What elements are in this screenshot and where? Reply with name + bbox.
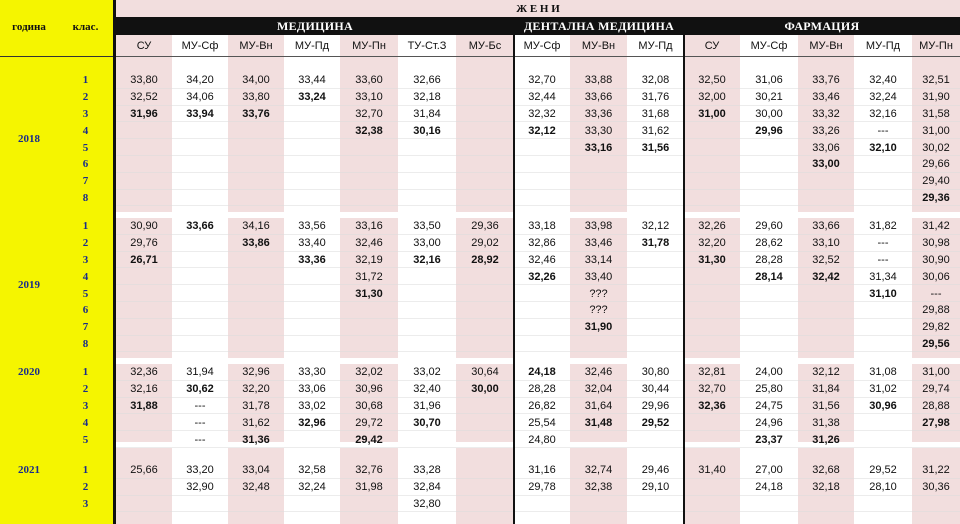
score-cell: 32,16 bbox=[413, 253, 441, 266]
score-cell: 32,90 bbox=[186, 481, 214, 494]
score-cell: 34,06 bbox=[186, 91, 214, 104]
score-cell: 24,00 bbox=[755, 366, 783, 379]
row-rule bbox=[116, 351, 960, 352]
score-cell: 32,12 bbox=[528, 124, 556, 137]
score-cell: 30,06 bbox=[922, 270, 950, 283]
score-cell: 32,42 bbox=[812, 270, 840, 283]
score-cell: 29,74 bbox=[922, 383, 950, 396]
score-cell: 32,84 bbox=[413, 481, 441, 494]
score-cell: 26,71 bbox=[130, 253, 158, 266]
column-header: МУ-Пд bbox=[294, 40, 330, 52]
row-rule bbox=[116, 511, 960, 512]
score-cell: 31,98 bbox=[355, 481, 383, 494]
score-cell: 32,70 bbox=[698, 383, 726, 396]
score-cell: 29,10 bbox=[641, 481, 670, 494]
score-cell: 31,84 bbox=[413, 107, 441, 120]
score-cell: 33,36 bbox=[298, 253, 326, 266]
class-number: 1 bbox=[82, 220, 89, 233]
score-cell: 28,14 bbox=[755, 270, 783, 283]
group-header-3: ФАРМАЦИЯ bbox=[784, 18, 860, 33]
group-divider bbox=[683, 17, 685, 524]
score-cell: 29,88 bbox=[922, 304, 950, 317]
score-cell: 33,36 bbox=[584, 107, 613, 120]
class-number: 7 bbox=[82, 321, 89, 334]
row-rule bbox=[116, 205, 960, 206]
score-cell: 33,14 bbox=[584, 253, 613, 266]
score-cell: 34,00 bbox=[242, 74, 270, 87]
score-cell: 29,40 bbox=[922, 175, 950, 188]
score-cell: 30,21 bbox=[755, 91, 783, 104]
score-cell: --- bbox=[877, 237, 889, 250]
score-cell: 33,18 bbox=[528, 220, 556, 233]
score-cell: 32,20 bbox=[698, 237, 726, 250]
score-cell: 30,00 bbox=[471, 383, 499, 396]
class-number: 4 bbox=[82, 416, 89, 429]
score-cell: 31,10 bbox=[869, 287, 897, 300]
score-cell: 31,62 bbox=[242, 416, 270, 429]
score-cell: 30,44 bbox=[641, 383, 670, 396]
column-header: МУ-Вн bbox=[809, 40, 843, 52]
score-cell: --- bbox=[877, 124, 889, 137]
score-cell: 23,37 bbox=[755, 433, 783, 446]
score-cell: --- bbox=[194, 399, 206, 412]
score-cell: 31,38 bbox=[812, 416, 840, 429]
column-header: МУ-Пн bbox=[352, 40, 386, 52]
class-number: 3 bbox=[82, 107, 89, 120]
score-cell: 33,56 bbox=[298, 220, 326, 233]
score-cell: 31,56 bbox=[641, 141, 670, 154]
score-cell: 30,70 bbox=[413, 416, 441, 429]
class-number: 8 bbox=[82, 191, 89, 204]
score-cell: 32,58 bbox=[298, 464, 326, 477]
score-cell: 31,96 bbox=[130, 107, 158, 120]
score-cell: 29,82 bbox=[922, 321, 950, 334]
score-cell: 24,75 bbox=[755, 399, 783, 412]
score-cell: 33,10 bbox=[355, 91, 383, 104]
column-header: МУ-Пд bbox=[865, 40, 901, 52]
column-header: МУ-Сф bbox=[750, 40, 788, 52]
class-number: 5 bbox=[82, 141, 89, 154]
column-header: МУ-Бс bbox=[468, 40, 502, 52]
score-cell: 29,46 bbox=[641, 464, 670, 477]
column-header: ТУ-Ст.З bbox=[407, 40, 447, 52]
score-cell: 32,12 bbox=[641, 220, 670, 233]
score-cell: 32,86 bbox=[528, 237, 556, 250]
score-cell: --- bbox=[194, 416, 206, 429]
score-cell: 31,56 bbox=[812, 399, 840, 412]
score-cell: 32,26 bbox=[528, 270, 556, 283]
score-cell: 33,44 bbox=[298, 74, 326, 87]
class-number: 2 bbox=[82, 91, 89, 104]
score-cell: 34,16 bbox=[242, 220, 270, 233]
score-cell: 30,90 bbox=[130, 220, 158, 233]
score-cell: 33,30 bbox=[298, 366, 326, 379]
score-cell: 33,32 bbox=[812, 107, 840, 120]
score-cell: 33,98 bbox=[584, 220, 613, 233]
score-cell: 32,70 bbox=[528, 74, 556, 87]
class-number: 1 bbox=[82, 366, 89, 379]
score-cell: 32,52 bbox=[130, 91, 158, 104]
top-title: Ж Е Н И bbox=[516, 2, 560, 15]
score-cell: 32,24 bbox=[869, 91, 897, 104]
score-cell: 33,20 bbox=[186, 464, 214, 477]
score-cell: 27,00 bbox=[755, 464, 783, 477]
score-cell: 31,94 bbox=[186, 366, 214, 379]
score-cell: 32,50 bbox=[698, 74, 726, 87]
score-cell: 32,10 bbox=[869, 141, 897, 154]
score-cell: 34,20 bbox=[186, 74, 214, 87]
score-cell: 31,22 bbox=[922, 464, 950, 477]
score-cell: 32,00 bbox=[698, 91, 726, 104]
score-cell: 32,74 bbox=[584, 464, 613, 477]
score-cell: 33,50 bbox=[413, 220, 441, 233]
score-cell: 32,46 bbox=[584, 366, 613, 379]
score-cell: 33,46 bbox=[812, 91, 840, 104]
score-cell: 31,90 bbox=[922, 91, 950, 104]
score-cell: 31,90 bbox=[584, 321, 613, 334]
score-cell: 32,12 bbox=[812, 366, 840, 379]
score-cell: 32,40 bbox=[869, 74, 897, 87]
score-cell: 30,62 bbox=[186, 383, 214, 396]
score-cell: --- bbox=[930, 287, 942, 300]
class-number: 5 bbox=[82, 287, 89, 300]
score-cell: 31,82 bbox=[869, 220, 897, 233]
score-cell: 29,66 bbox=[922, 158, 950, 171]
score-cell: 32,46 bbox=[355, 237, 383, 250]
score-cell: ??? bbox=[589, 304, 608, 317]
score-cell: 32,36 bbox=[698, 399, 726, 412]
score-cell: 28,10 bbox=[869, 481, 897, 494]
score-cell: 29,56 bbox=[922, 337, 950, 350]
score-cell: 24,80 bbox=[528, 433, 556, 446]
column-header: МУ-Сф bbox=[181, 40, 219, 52]
score-cell: 33,60 bbox=[355, 74, 383, 87]
score-cell: 24,18 bbox=[528, 366, 556, 379]
column-header: МУ-Пд bbox=[638, 40, 673, 52]
score-cell: 28,28 bbox=[528, 383, 556, 396]
score-cell: 32,36 bbox=[130, 366, 158, 379]
score-cell: 31,08 bbox=[869, 366, 897, 379]
score-cell: 29,42 bbox=[355, 433, 383, 446]
score-cell: --- bbox=[194, 433, 206, 446]
score-cell: 33,00 bbox=[413, 237, 441, 250]
score-cell: 24,18 bbox=[755, 481, 783, 494]
score-cell: 29,96 bbox=[755, 124, 783, 137]
score-cell: 31,06 bbox=[755, 74, 783, 87]
score-cell: 32,40 bbox=[413, 383, 441, 396]
score-cell: 30,80 bbox=[641, 366, 670, 379]
score-cell: 31,16 bbox=[528, 464, 556, 477]
score-cell: 33,80 bbox=[242, 91, 270, 104]
score-cell: 31,00 bbox=[922, 124, 950, 137]
year-label: 2019 bbox=[18, 279, 40, 292]
score-cell: 31,88 bbox=[130, 399, 158, 412]
class-number: 7 bbox=[82, 175, 89, 188]
column-header: МУ-Вн bbox=[581, 40, 616, 52]
score-cell: 30,00 bbox=[755, 107, 783, 120]
score-cell: ??? bbox=[589, 287, 608, 300]
score-cell: 33,04 bbox=[242, 464, 270, 477]
year-label: 2018 bbox=[18, 133, 40, 146]
score-cell: 30,96 bbox=[355, 383, 383, 396]
score-cell: 31,26 bbox=[812, 433, 840, 446]
score-cell: 32,20 bbox=[242, 383, 270, 396]
score-cell: 28,88 bbox=[922, 399, 950, 412]
score-cell: 32,81 bbox=[698, 366, 726, 379]
column-header: МУ-Сф bbox=[523, 40, 561, 52]
score-cell: 31,72 bbox=[355, 270, 383, 283]
score-cell: 25,66 bbox=[130, 464, 158, 477]
score-cell: 33,24 bbox=[298, 91, 326, 104]
score-cell: 33,02 bbox=[413, 366, 441, 379]
column-header: МУ-Пн bbox=[919, 40, 953, 52]
score-cell: 32,18 bbox=[413, 91, 441, 104]
score-cell: 31,40 bbox=[698, 464, 726, 477]
class-number: 2 bbox=[82, 237, 89, 250]
year-label: 2020 bbox=[18, 366, 40, 379]
score-cell: 30,16 bbox=[413, 124, 441, 137]
score-cell: 29,76 bbox=[130, 237, 158, 250]
score-cell: 31,00 bbox=[922, 366, 950, 379]
score-cell: 33,76 bbox=[812, 74, 840, 87]
score-cell: 30,68 bbox=[355, 399, 383, 412]
score-cell: 32,18 bbox=[812, 481, 840, 494]
score-cell: 32,66 bbox=[413, 74, 441, 87]
score-cell: 31,58 bbox=[922, 107, 950, 120]
score-cell: 31,30 bbox=[698, 253, 726, 266]
score-cell: 32,70 bbox=[355, 107, 383, 120]
score-cell: 32,96 bbox=[242, 366, 270, 379]
score-cell: 28,92 bbox=[471, 253, 499, 266]
score-cell: 29,60 bbox=[755, 220, 783, 233]
score-cell: 31,78 bbox=[242, 399, 270, 412]
score-cell: 33,86 bbox=[242, 237, 270, 250]
score-cell: 31,02 bbox=[869, 383, 897, 396]
score-cell: 33,66 bbox=[812, 220, 840, 233]
score-cell: 30,64 bbox=[471, 366, 499, 379]
panel-rule bbox=[0, 56, 113, 57]
score-cell: 32,44 bbox=[528, 91, 556, 104]
score-cell: 24,96 bbox=[755, 416, 783, 429]
class-number: 6 bbox=[82, 304, 89, 317]
score-cell: 33,76 bbox=[242, 107, 270, 120]
score-cell: 33,88 bbox=[584, 74, 613, 87]
score-cell: 31,48 bbox=[584, 416, 613, 429]
score-cell: 32,46 bbox=[528, 253, 556, 266]
score-cell: 31,64 bbox=[584, 399, 613, 412]
group-header-2: ДЕНТАЛНА МЕДИЦИНА bbox=[523, 18, 675, 33]
score-cell: 33,66 bbox=[186, 220, 214, 233]
score-cell: 33,06 bbox=[812, 141, 840, 154]
score-cell: 32,76 bbox=[355, 464, 383, 477]
score-cell: 30,36 bbox=[922, 481, 950, 494]
score-cell: 32,32 bbox=[528, 107, 556, 120]
score-cell: 29,36 bbox=[471, 220, 499, 233]
score-cell: 31,62 bbox=[641, 124, 670, 137]
class-number: 6 bbox=[82, 158, 89, 171]
score-cell: 31,68 bbox=[641, 107, 670, 120]
score-cell: 32,96 bbox=[298, 416, 326, 429]
score-cell: 25,80 bbox=[755, 383, 783, 396]
column-header: МУ-Вн bbox=[239, 40, 273, 52]
class-number: 4 bbox=[82, 124, 89, 137]
class-number: 3 bbox=[82, 253, 89, 266]
class-number: 2 bbox=[82, 383, 89, 396]
class-number: 4 bbox=[82, 270, 89, 283]
score-cell: 33,30 bbox=[584, 124, 613, 137]
row-rule bbox=[116, 318, 960, 319]
score-cell: 28,28 bbox=[755, 253, 783, 266]
score-cell: 25,54 bbox=[528, 416, 556, 429]
group-header-1: МЕДИЦИНА bbox=[277, 18, 353, 33]
score-cell: 31,84 bbox=[812, 383, 840, 396]
score-cell: 32,38 bbox=[355, 124, 383, 137]
row-rule bbox=[116, 301, 960, 302]
class-number: 1 bbox=[82, 464, 89, 477]
score-cell: 31,96 bbox=[413, 399, 441, 412]
score-cell: 30,02 bbox=[922, 141, 950, 154]
score-cell: 32,02 bbox=[355, 366, 383, 379]
row-rule bbox=[116, 189, 960, 190]
score-cell: 33,80 bbox=[130, 74, 158, 87]
score-cell: 32,51 bbox=[922, 74, 950, 87]
class-number: 1 bbox=[82, 74, 89, 87]
score-cell: 33,00 bbox=[812, 158, 840, 171]
row-rule bbox=[116, 335, 960, 336]
score-cell: 31,00 bbox=[698, 107, 726, 120]
score-cell: 29,02 bbox=[471, 237, 499, 250]
score-cell: 32,16 bbox=[869, 107, 897, 120]
column-stripe bbox=[456, 35, 514, 524]
score-cell: 31,36 bbox=[242, 433, 270, 446]
score-cell: 32,04 bbox=[584, 383, 613, 396]
score-cell: 32,68 bbox=[812, 464, 840, 477]
score-cell: 33,40 bbox=[298, 237, 326, 250]
score-cell: 31,30 bbox=[355, 287, 383, 300]
score-cell: 33,66 bbox=[584, 91, 613, 104]
score-cell: 33,10 bbox=[812, 237, 840, 250]
score-cell: 33,40 bbox=[584, 270, 613, 283]
score-cell: --- bbox=[877, 253, 889, 266]
score-cell: 29,96 bbox=[641, 399, 670, 412]
score-cell: 28,62 bbox=[755, 237, 783, 250]
score-cell: 29,52 bbox=[869, 464, 897, 477]
class-number: 2 bbox=[82, 481, 89, 494]
column-header: СУ bbox=[704, 40, 720, 52]
group-divider bbox=[513, 17, 515, 524]
score-cell: 30,96 bbox=[869, 399, 897, 412]
score-cell: 33,16 bbox=[584, 141, 613, 154]
score-cell: 33,16 bbox=[355, 220, 383, 233]
score-cell: 31,42 bbox=[922, 220, 950, 233]
score-cell: 32,52 bbox=[812, 253, 840, 266]
score-cell: 33,26 bbox=[812, 124, 840, 137]
score-cell: 32,48 bbox=[242, 481, 270, 494]
score-cell: 32,38 bbox=[584, 481, 613, 494]
class-column-header: клас. bbox=[72, 21, 99, 33]
score-cell: 32,80 bbox=[413, 497, 441, 510]
score-cell: 29,36 bbox=[922, 191, 950, 204]
score-cell: 27,98 bbox=[922, 416, 950, 429]
score-cell: 32,16 bbox=[130, 383, 158, 396]
class-number: 3 bbox=[82, 399, 89, 412]
score-cell: 32,19 bbox=[355, 253, 383, 266]
score-cell: 30,90 bbox=[922, 253, 950, 266]
year-column-header: година bbox=[12, 21, 46, 33]
score-cell: 33,06 bbox=[298, 383, 326, 396]
score-cell: 33,02 bbox=[298, 399, 326, 412]
score-cell: 31,34 bbox=[869, 270, 897, 283]
score-cell: 33,94 bbox=[186, 107, 214, 120]
score-cell: 31,78 bbox=[641, 237, 670, 250]
score-cell: 33,28 bbox=[413, 464, 441, 477]
score-cell: 30,98 bbox=[922, 237, 950, 250]
class-number: 8 bbox=[82, 337, 89, 350]
score-cell: 31,76 bbox=[641, 91, 670, 104]
score-cell: 33,46 bbox=[584, 237, 613, 250]
class-number: 5 bbox=[82, 433, 89, 446]
class-number: 3 bbox=[82, 497, 89, 510]
score-cell: 32,24 bbox=[298, 481, 326, 494]
score-cell: 32,08 bbox=[641, 74, 670, 87]
header-rule bbox=[116, 56, 960, 57]
score-cell: 29,52 bbox=[641, 416, 670, 429]
score-cell: 26,82 bbox=[528, 399, 556, 412]
column-header: СУ bbox=[136, 40, 152, 52]
score-cell: 29,72 bbox=[355, 416, 383, 429]
score-cell: 32,26 bbox=[698, 220, 726, 233]
year-label: 2021 bbox=[18, 464, 40, 477]
score-cell: 29,78 bbox=[528, 481, 556, 494]
